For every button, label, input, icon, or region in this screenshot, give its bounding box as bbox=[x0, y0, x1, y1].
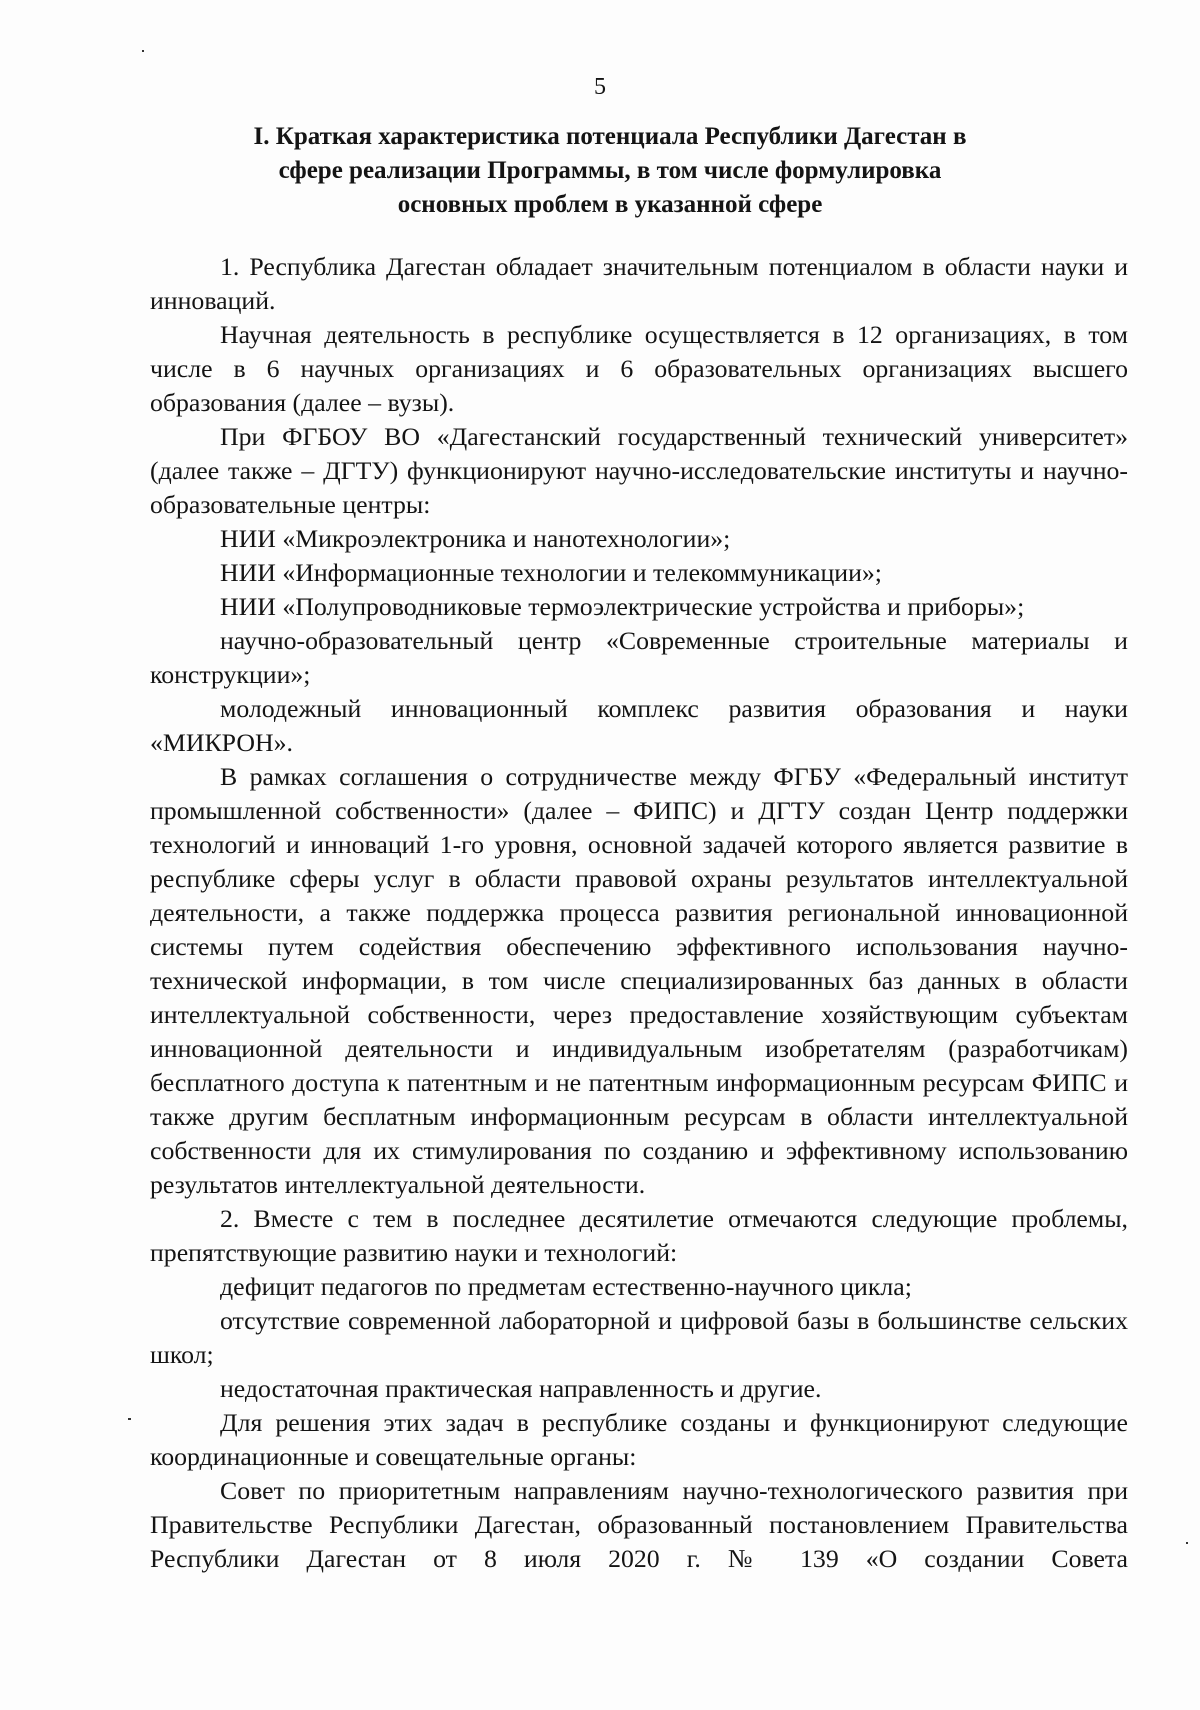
paragraph: В рамках соглашения о сотрудничестве между ФГБУ «Федеральный институт промышленной собственности» (далее – ФИПС) и ДГТУ создан Центр поддержки технологий и инноваций 1-го уровня, основной задачей которого является развитие в республике сферы услуг в области правовой охраны результатов интеллектуальной деятельности, а также поддержка процесса развития региональной инновационной системы путем содействия обеспечению эффективного использования научно-технической информации, в том числе специализированных баз данных в области интеллектуальной собственности, через предоставление хозяйствующим субъектам инновационной деятельности и индивидуальным изобретателям (разработчикам) бесплатного доступа к патентным и не патентным информационным ресурсам ФИПС и также другим бесплатным информационным ресурсам в области интеллектуальной собственности для их стимулирования по созданию и эффективному использованию результатов интеллектуальной деятельности. bbox=[150, 762, 1128, 1199]
scan-speck bbox=[142, 50, 144, 52]
scan-speck bbox=[128, 1418, 131, 1420]
list-item: НИИ «Информационные технологии и телекоммуникации»; bbox=[220, 558, 882, 587]
section-heading-line: основных проблем в указанной сфере bbox=[397, 191, 823, 218]
paragraph: Для решения этих задач в республике созданы и функционируют следующие координационные и совещательные органы: bbox=[150, 1408, 1128, 1471]
list-item: дефицит педагогов по предметам естественно-научного цикла; bbox=[220, 1272, 912, 1301]
paragraph: 1. Республика Дагестан обладает значительным потенциалом в области науки и инноваций. bbox=[150, 252, 1128, 315]
paragraph: Совет по приоритетным направлениям научно-технологического развития при Правительстве Республики Дагестан, образованный постановлением Правительства Республики Дагестан от 8 июля 2020 г. № 139 «О создании Совета bbox=[150, 1476, 1128, 1573]
list-item: НИИ «Полупроводниковые термоэлектрические устройства и приборы»; bbox=[220, 592, 1025, 621]
section-heading-line: сфере реализации Программы, в том числе формулировка bbox=[278, 157, 942, 184]
section-heading-line: I. Краткая характеристика потенциала Республики Дагестан в bbox=[253, 123, 967, 150]
list-item: отсутствие современной лабораторной и цифровой базы в большинстве сельских школ; bbox=[150, 1306, 1128, 1369]
list-item: НИИ «Микроэлектроника и нанотехнологии»; bbox=[220, 524, 731, 553]
scan-speck bbox=[1186, 1542, 1188, 1544]
list-item: молодежный инновационный комплекс развития образования и науки «МИКРОН». bbox=[150, 694, 1128, 757]
paragraph: 2. Вместе с тем в последнее десятилетие отмечаются следующие проблемы, препятствующие развитию науки и технологий: bbox=[150, 1204, 1128, 1267]
list-item: научно-образовательный центр «Современные строительные материалы и конструкции»; bbox=[150, 626, 1128, 689]
section-heading bbox=[150, 120, 1070, 222]
document-body bbox=[150, 250, 1128, 1576]
paragraph: При ФГБОУ ВО «Дагестанский государственный технический университет» (далее также – ДГТУ) функционируют научно-исследовательские институты и научно-образовательные центры: bbox=[150, 422, 1128, 519]
paragraph: Научная деятельность в республике осуществляется в 12 организациях, в том числе в 6 научных организациях и 6 образовательных организациях высшего образования (далее – вузы). bbox=[150, 320, 1128, 417]
page-number: 5 bbox=[594, 74, 606, 100]
list-item: недостаточная практическая направленность и другие. bbox=[220, 1374, 822, 1403]
